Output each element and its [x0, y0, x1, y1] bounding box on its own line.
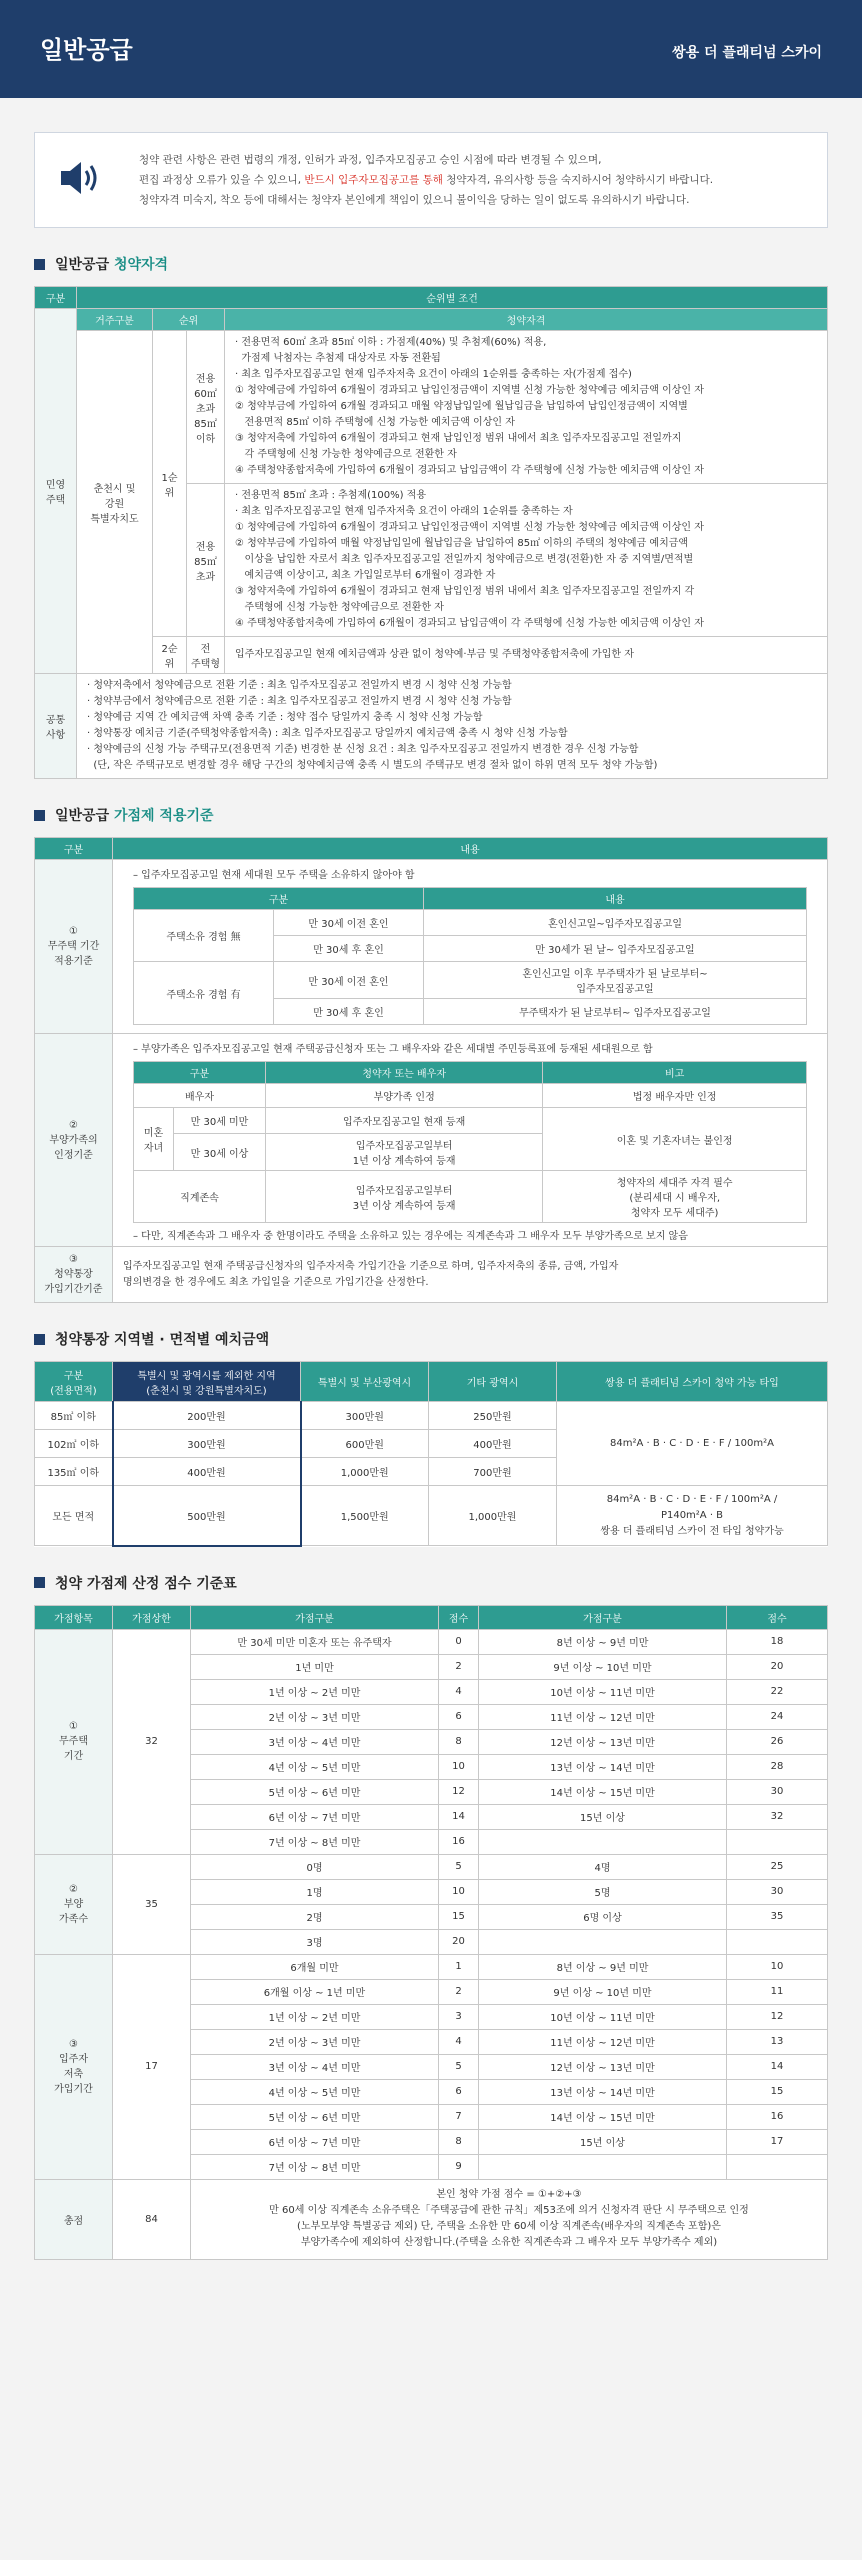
score-group-max: 17	[113, 1954, 191, 2179]
page-title: 일반공급	[40, 36, 133, 64]
score-cell: 14년 이상 ~ 15년 미만	[479, 2104, 727, 2129]
score-cell: 5	[439, 2054, 479, 2079]
score-cell: 1	[439, 1954, 479, 1979]
score-cell: 35	[727, 1904, 828, 1929]
score-cell: 4	[439, 1679, 479, 1704]
score-cell: 6년 이상 ~ 7년 미만	[191, 1804, 439, 1829]
score-cell: 8	[439, 2129, 479, 2154]
qualification-line: ② 청약부금에 가입하여 매월 약정납입일에 월납입금을 납입하여 85㎡ 이하의 주택의 청약예금 예치금액	[235, 538, 689, 549]
score-group-max: 35	[113, 1854, 191, 1954]
score-row	[35, 1629, 828, 1654]
notice-text: 청약 관련 사항은 관련 법령의 개정, 인허가 과정, 입주자모집공고 승인 시점에 따라 변경될 수 있으며, 편집 과정상 오류가 있을 수 있으니, 반드시 입주자모집공고를 통해 청약자격, 유의사항 등을 숙지하시어 청약하시기 바랍니다. 청약자격 미숙지, 착오 등에 대해서는 청약자 본인에게 책임이 있으니 불이익을 당하는 일이 없도록 유의하시기 바랍니다.	[139, 154, 714, 206]
score-cell: 10	[727, 1954, 828, 1979]
score-cell: 7년 이상 ~ 8년 미만	[191, 2154, 439, 2179]
score-cell: 12년 이상 ~ 13년 미만	[479, 1729, 727, 1754]
qualification-line: ① 청약예금에 가입하여 6개월이 경과되고 납입인정금액이 지역별 신청 가능한 청약예금 예치금액 이상인 자	[235, 522, 704, 533]
score-cell: 3년 이상 ~ 4년 미만	[191, 2054, 439, 2079]
score-cell: 10	[439, 1754, 479, 1779]
score-cell: 14년 이상 ~ 15년 미만	[479, 1779, 727, 1804]
score-cell: 6명 이상	[479, 1904, 727, 1929]
section-title-deposit: 청약통장 지역별 · 면적별 예치금액	[34, 1329, 828, 1349]
score-cell: 3	[439, 2004, 479, 2029]
score-cell: 4년 이상 ~ 5년 미만	[191, 2079, 439, 2104]
score-cell: 18	[727, 1629, 828, 1654]
score-cell: 24	[727, 1704, 828, 1729]
score-cell: 2년 이상 ~ 3년 미만	[191, 2029, 439, 2054]
score-cell: 6개월 이상 ~ 1년 미만	[191, 1979, 439, 2004]
qualification-line: 전용면적 85㎡ 이하 주택형에 신청 가능한 예치금액 이상인 자	[235, 417, 515, 428]
score-cell: 9년 이상 ~ 10년 미만	[479, 1979, 727, 2004]
score-cell: 10년 이상 ~ 11년 미만	[479, 2004, 727, 2029]
common-notes	[77, 674, 828, 779]
section-title-score: 청약 가점제 산정 점수 기준표	[34, 1573, 828, 1593]
score-cell: 28	[727, 1754, 828, 1779]
qualification-line: ② 청약부금에 가입하여 6개월 경과되고 매월 약정납입일에 월납입금을 납입하여 납입인정금액이 지역별	[235, 401, 688, 412]
score-cell: 13년 이상 ~ 14년 미만	[479, 1754, 727, 1779]
score-cell: 6	[439, 1704, 479, 1729]
qualification-line: · 청약예금 지역 간 예치금액 차액 충족 기준 : 청약 접수 당일까지 충족 시 청약 신청 가능함	[87, 712, 483, 723]
qualification-line: · 청약통장 예치금 기준(주택청약종합저축) : 최초 입주자모집공고 당일까지 예치금액 충족 시 청약 신청 가능함	[87, 728, 568, 739]
score-cell	[479, 1929, 727, 1954]
score-cell: 30	[727, 1779, 828, 1804]
page-header	[0, 0, 862, 98]
qual-b	[225, 484, 828, 637]
score-cell: 9년 이상 ~ 10년 미만	[479, 1654, 727, 1679]
qualification-line: · 전용면적 60㎡ 초과 85㎡ 이하 : 가점제(40%) 및 추첨제(60%) 적용,	[235, 337, 547, 348]
score-group-label: ③ 입주자 저축 가입기간	[35, 1954, 113, 2179]
qualification-line: ③ 청약저축에 가입하여 6개월이 경과되고 현재 납입인정 범위 내에서 최초 입주자모집공고일 전일까지	[235, 433, 682, 444]
score-cell: 2명	[191, 1904, 439, 1929]
score-cell: 5	[439, 1854, 479, 1879]
qualification-line: 예치금액 이상이고, 최초 가입일로부터 6개월이 경과한 자	[235, 570, 496, 581]
criteria-table: 구분 내용 ① 무주택 기간 적용기준 – 입주자모집공고일 현재 세대원 모두 주택을 소유하지 않아야 함 구분 내용 주택소유 경험 無 만 30세 이전 혼인 혼인신고일~입주자모집공고일 만 30세 후 혼인 만 30세가 된 날~ 입주자모집공고일 주택소유 경험 有 만 30세 이전 혼인 혼인신고일 이후 무주택자가 된 날로부터~ 입주자모집공고일 만 30세 후 혼인 무주택자가 된 날로부터~ 입주자모집공고일 ② 부양가족의 인정기준 – 부양가족은 입주자모집공고일 현재 주택공급신청자 또는 그 배우자와 같은 세대별 주민등록표에 등재된 세대원으로 함 구분 청약자 또는 배우자 비고 배우자 부양가족 인정 법정 배우자만 인정 미혼 자녀 만 30세 미만 입주자모집공고일 현재 등재 이혼 및 기혼자녀는 불인정 만 30세 이상 입주자모집공고일부터 1년 이상 계속하여 등재 직계존속 입주자모집공고일부터 3년 이상 계속하여 등재 청약자의 세대주 자격 필수 (분리세대 시 배우자, 청약자 모두 세대주) – 다만, 직계존속과 그 배우자 중 한명이라도 주택을 소유하고 있는 경우에는 직계존속과 그 배우자 모두 부양가족으로 보지 않음 ③ 청약통장 가입기간기준 입주자모집공고일 현재 주택공급신청자의 입주자저축 가입기간을 기준으로 하며, 입주자저축의 종류, 금액, 가입자 명의변경을 한 경우에도 최초 가입일을 기준으로 가입기간을 산정한다.	[34, 837, 828, 1303]
score-cell: 16	[727, 2104, 828, 2129]
score-cell: 2	[439, 1979, 479, 2004]
qualification-line: 각 주택형에 신청 가능한 청약예금으로 전환한 자	[235, 449, 457, 460]
score-cell: 7년 이상 ~ 8년 미만	[191, 1829, 439, 1854]
qualification-line: · 청약저축에서 청약예금으로 전환 기준 : 최초 입주자모집공고 전일까지 변경 시 청약 신청 가능함	[87, 680, 512, 691]
section-title-qualification: 일반공급 청약자격	[34, 254, 828, 274]
qualification-line: · 청약부금에서 청약예금으로 전환 기준 : 최초 입주자모집공고 전일까지 변경 시 청약 신청 가능함	[87, 696, 512, 707]
score-cell: 2년 이상 ~ 3년 미만	[191, 1704, 439, 1729]
score-cell: 4	[439, 2029, 479, 2054]
notice-box	[34, 132, 828, 228]
total-note: 본인 청약 가점 점수 = ①+②+③ 만 60세 이상 직계존속 소유주택은「주택공급에 관한 규칙」제53조에 의거 신청자격 판단 시 무주택으로 인정 (노부모부양 특별공급 제외) 단, 주택을 소유한 만 60세 이상 직계존속(배우자의 직계존속 포함)은 부양가족수에 제외하여 산정합니다.(주택을 소유한 직계존속과 그 배우자 모두 부양가족수 제외)	[191, 2179, 828, 2259]
qualification-line: · 최초 입주자모집공고일 현재 입주자저축 요건이 아래의 1순위를 충족하는 자	[235, 506, 573, 517]
score-group-label: ① 무주택 기간	[35, 1629, 113, 1854]
score-cell: 1년 이상 ~ 2년 미만	[191, 2004, 439, 2029]
score-cell: 12	[727, 2004, 828, 2029]
score-cell: 12	[439, 1779, 479, 1804]
score-cell: 3년 이상 ~ 4년 미만	[191, 1729, 439, 1754]
score-cell: 11	[727, 1979, 828, 2004]
qualification-line: · 전용면적 85㎡ 초과 : 추첨제(100%) 적용	[235, 490, 426, 501]
speaker-icon	[59, 158, 139, 202]
score-cell: 20	[439, 1929, 479, 1954]
score-cell: 1년 이상 ~ 2년 미만	[191, 1679, 439, 1704]
score-cell: 20	[727, 1654, 828, 1679]
score-cell: 8	[439, 1729, 479, 1754]
score-cell: 13년 이상 ~ 14년 미만	[479, 2079, 727, 2104]
score-cell	[727, 1829, 828, 1854]
qualification-line: ④ 주택청약종합저축에 가입하여 6개월이 경과되고 납입금액이 각 주택형에 신청 가능한 예치금액 이상인 자	[235, 465, 704, 476]
score-cell: 30	[727, 1879, 828, 1904]
score-cell: 1년 미만	[191, 1654, 439, 1679]
score-cell: 4년 이상 ~ 5년 미만	[191, 1754, 439, 1779]
qualification-line: ① 청약예금에 가입하여 6개월이 경과되고 납입인정금액이 지역별 신청 가능한 청약예금 예치금액 이상인 자	[235, 385, 704, 396]
score-cell: 11년 이상 ~ 12년 미만	[479, 1704, 727, 1729]
score-cell: 14	[727, 2054, 828, 2079]
score-cell: 15년 이상	[479, 1804, 727, 1829]
score-cell: 7	[439, 2104, 479, 2129]
score-cell: 15	[727, 2079, 828, 2104]
score-cell	[479, 1829, 727, 1854]
score-cell: 4명	[479, 1854, 727, 1879]
score-group-label: ② 부양 가족수	[35, 1854, 113, 1954]
total-label: 총점	[35, 2179, 113, 2259]
score-group-max: 32	[113, 1629, 191, 1854]
no-house-period-table: 구분 내용 주택소유 경험 無 만 30세 이전 혼인 혼인신고일~입주자모집공고일 만 30세 후 혼인 만 30세가 된 날~ 입주자모집공고일 주택소유 경험 有 만 30세 이전 혼인 혼인신고일 이후 무주택자가 된 날로부터~ 입주자모집공고일 만 30세 후 혼인 무주택자가 된 날로부터~ 입주자모집공고일	[133, 887, 807, 1025]
qualification-line: (단, 작은 주택규모로 변경할 경우 해당 구간의 청약예치금액 충족 시 별도의 주택규모 변경 절차 없이 하위 면적 모두 청약 가능함)	[87, 760, 658, 771]
rank1-cell: 1순위	[153, 331, 187, 637]
score-cell: 0명	[191, 1854, 439, 1879]
qualification-line: ③ 청약저축에 가입하여 6개월이 경과되고 현재 납입인정 범위 내에서 최초 입주자모집공고일 전일까지 각	[235, 586, 695, 597]
score-cell: 만 30세 미만 미혼자 또는 유주택자	[191, 1629, 439, 1654]
score-cell: 1명	[191, 1879, 439, 1904]
score-cell: 26	[727, 1729, 828, 1754]
qualification-line: · 최초 입주자모집공고일 현재 입주자저축 요건이 아래의 1순위를 충족하는 자(가점제 접수)	[235, 369, 632, 380]
qualification-line: ④ 주택청약종합저축에 가입하여 6개월이 경과되고 납입금액이 각 주택형에 신청 가능한 예치금액 이상인 자	[235, 618, 704, 629]
qualification-line: · 청약예금의 신청 가능 주택규모(전용면적 기준) 변경한 분 신청 요건 : 최초 입주자모집공고 전일까지 변경한 경우 신청 가능함	[87, 744, 639, 755]
score-cell: 8년 이상 ~ 9년 미만	[479, 1629, 727, 1654]
score-cell: 25	[727, 1854, 828, 1879]
score-cell: 22	[727, 1679, 828, 1704]
qualification-line: 주택형에 신청 가능한 청약예금으로 전환한 자	[235, 602, 444, 613]
qualification-table: 구분 순위별 조건 민영 주택 거주구분 순위 청약자격 춘천시 및 강원 특별자치도 1순위 전용 60㎡ 초과 85㎡ 이하 · 전용면적 60㎡ 초과 85㎡ 이하 : 가점제(40%) 및 추첨제(60%) 적용, 가점제 낙첨자는 추첨제 대상자로 자동 전환됨 · 최초 입주자모집공고일 현재 입주자저축 요건이 아래의 1순위를 충족하는 자(가점제 접수) ① 청약예금에 가입하여 6개월이 경과되고 납입인정금액이 지역별 신청 가능한 청약예금 예치금액 이상인 자 ② 청약부금에 가입하여 6개월 경과되고 매월 약정납입일에 월납입금을 납입하여 납입인정금액이 지역별 전용면적 85㎡ 이하 주택형에 신청 가능한 예치금액 이상인 자 ③ 청약저축에 가입하여 6개월이 경과되고 현재 납입인정 범위 내에서 최초 입주자모집공고일 전일까지 각 주택형에 신청 가능한 청약예금으로 전환한 자 ④ 주택청약종합저축에 가입하여 6개월이 경과되고 납입금액이 각 주택형에 신청 가능한 예치금액 이상인 자 전용 85㎡ 초과 · 전용면적 85㎡ 초과 : 추첨제(100%) 적용 · 최초 입주자모집공고일 현재 입주자저축 요건이 아래의 1순위를 충족하는 자 ① 청약예금에 가입하여 6개월이 경과되고 납입인정금액이 지역별 신청 가능한 청약예금 예치금액 이상인 자 ② 청약부금에 가입하여 매월 약정납입일에 월납입금을 납입하여 85㎡ 이하의 주택의 청약예금 예치금액 이상을 납입한 자로서 최초 입주자모집공고일 전일까지 청약예금으로 변경(전환)한 자 중 지역별/면적별 예치금액 이상이고, 최초 가입일로부터 6개월이 경과한 자 ③ 청약저축에 가입하여 6개월이 경과되고 현재 납입인정 범위 내에서 최초 입주자모집공고일 전일까지 각 주택형에 신청 가능한 청약예금으로 전환한 자 ④ 주택청약종합저축에 가입하여 6개월이 경과되고 납입금액이 각 주택형에 신청 가능한 예치금액 이상인 자 2순위 전 주택형 입주자모집공고일 현재 예치금액과 상관 없이 청약예·부금 및 주택청약종합저축에 가입한 자 공통 사항 · 청약저축에서 청약예금으로 전환 기준 : 최초 입주자모집공고 전일까지 변경 시 청약 신청 가능함 · 청약부금에서 청약예금으로 전환 기준 : 최초 입주자모집공고 전일까지 변경 시 청약 신청 가능함 · 청약예금 지역 간 예치금액 차액 충족 기준 : 청약 접수 당일까지 충족 시 청약 신청 가능함 · 청약통장 예치금 기준(주택청약종합저축) : 최초 입주자모집공고 당일까지 예치금액 충족 시 청약 신청 가능함 · 청약예금의 신청 가능 주택규모(전용면적 기준) 변경한 분 신청 요건 : 최초 입주자모집공고 전일까지 변경한 경우 신청 가능함 (단, 작은 주택규모로 변경할 경우 해당 구간의 청약예치금액 충족 시 별도의 주택규모 변경 절차 없이 하위 면적 모두 청약 가능함)	[34, 286, 828, 779]
score-cell	[727, 2154, 828, 2179]
score-cell: 5년 이상 ~ 6년 미만	[191, 1779, 439, 1804]
score-cell: 13	[727, 2029, 828, 2054]
qual-a	[225, 331, 828, 484]
score-cell: 9	[439, 2154, 479, 2179]
dependents-table: 구분 청약자 또는 배우자 비고 배우자 부양가족 인정 법정 배우자만 인정 미혼 자녀 만 30세 미만 입주자모집공고일 현재 등재 이혼 및 기혼자녀는 불인정 만 30세 이상 입주자모집공고일부터 1년 이상 계속하여 등재 직계존속 입주자모집공고일부터 3년 이상 계속하여 등재 청약자의 세대주 자격 필수 (분리세대 시 배우자, 청약자 모두 세대주)	[133, 1061, 807, 1223]
score-cell: 8년 이상 ~ 9년 미만	[479, 1954, 727, 1979]
score-cell: 16	[439, 1829, 479, 1854]
score-cell: 10년 이상 ~ 11년 미만	[479, 1679, 727, 1704]
deposit-table: 구분 (전용면적) 특별시 및 광역시를 제외한 지역 (춘천시 및 강원특별자치도) 특별시 및 부산광역시 기타 광역시 쌍용 더 플래티넘 스카이 청약 가능 타입 85㎡ 이하 200만원 300만원 250만원 84m²A · B · C · D · E · F / 100m²A 102㎡ 이하 300만원 600만원 400만원 135㎡ 이하 400만원 1,000만원 700만원 모든 면적 500만원 1,500만원 1,000만원 84m²A · B · C · D · E · F / 100m²A / P140m²A · B 쌍용 더 플래티넘 스카이 전 타입 청약가능	[34, 1361, 828, 1547]
score-row	[35, 1854, 828, 1879]
qualification-line: 이상을 납입한 자로서 최초 입주자모집공고일 전일까지 청약예금으로 변경(전환)한 자 중 지역별/면적별	[235, 554, 694, 565]
complex-name: 쌍용 더 플래티넘 스카이	[672, 45, 822, 61]
row-label-private: 민영 주택	[35, 309, 77, 674]
score-cell: 5명	[479, 1879, 727, 1904]
score-cell: 11년 이상 ~ 12년 미만	[479, 2029, 727, 2054]
score-cell: 3명	[191, 1929, 439, 1954]
score-cell: 6	[439, 2079, 479, 2104]
score-cell: 15	[439, 1904, 479, 1929]
score-cell: 2	[439, 1654, 479, 1679]
section-title-criteria: 일반공급 가점제 적용기준	[34, 805, 828, 825]
score-cell: 5년 이상 ~ 6년 미만	[191, 2104, 439, 2129]
score-cell: 32	[727, 1804, 828, 1829]
score-cell: 10	[439, 1879, 479, 1904]
area-cell: 춘천시 및 강원 특별자치도	[77, 331, 153, 674]
score-cell	[479, 2154, 727, 2179]
score-cell: 6년 이상 ~ 7년 미만	[191, 2129, 439, 2154]
score-cell: 12년 이상 ~ 13년 미만	[479, 2054, 727, 2079]
qualification-line: 가점제 낙첨자는 추첨제 대상자로 자동 전환됨	[235, 353, 441, 364]
score-cell: 14	[439, 1804, 479, 1829]
score-cell: 17	[727, 2129, 828, 2154]
score-cell: 6개월 미만	[191, 1954, 439, 1979]
score-row	[35, 1954, 828, 1979]
total-max: 84	[113, 2179, 191, 2259]
score-cell: 15년 이상	[479, 2129, 727, 2154]
score-cell	[727, 1929, 828, 1954]
score-cell: 0	[439, 1629, 479, 1654]
score-table: 가점항목 가점상한 가점구분 점수 가점구분 점수 ① 무주택 기간 32 만 30세 미만 미혼자 또는 유주택자 0 8년 이상 ~ 9년 미만 18 1년 미만 2 9년 이상 ~ 10년 미만 20 1년 이상 ~ 2년 미만 4 10년 이상 ~ 11년 미만 22 2년 이상 ~ 3년 미만 6 11년 이상 ~ 12년 미만 24 3년 이상 ~ 4년 미만 8 12년 이상 ~ 13년 미만 26 4년 이상 ~ 5년 미만 10 13년 이상 ~ 14년 미만 28 5년 이상 ~ 6년 미만 12 14년 이상 ~ 15년 미만 30 6년 이상 ~ 7년 미만 14 15년 이상 32 7년 이상 ~ 8년 미만 16 ② 부양 가족수 35 0명 5 4명 25 1명 10 5명 30 2명 15 6명 이상 35 3명 20 ③ 입주자 저축 가입기간 17 6개월 미만 1 8년 이상 ~ 9년 미만 10 6개월 이상 ~ 1년 미만 2 9년 이상 ~ 10년 미만 11 1년 이상 ~ 2년 미만 3 10년 이상 ~ 11년 미만 12 2년 이상 ~ 3년 미만 4 11년 이상 ~ 12년 미만 13 3년 이상 ~ 4년 미만 5 12년 이상 ~ 13년 미만 14 4년 이상 ~ 5년 미만 6 13년 이상 ~ 14년 미만 15 5년 이상 ~ 6년 미만 7 14년 이상 ~ 15년 미만 16 6년 이상 ~ 7년 미만 8 15년 이상 17 7년 이상 ~ 8년 미만 9 총점 84 본인 청약 가점 점수 = ①+②+③ 만 60세 이상 직계존속 소유주택은「주택공급에 관한 규칙」제53조에 의거 신청자격 판단 시 무주택으로 인정 (노부모부양 특별공급 제외) 단, 주택을 소유한 만 60세 이상 직계존속(배우자의 직계존속 포함)은 부양가족수에 제외하여 산정합니다.(주택을 소유한 직계존속과 그 배우자 모두 부양가족수 제외)	[34, 1605, 828, 2260]
